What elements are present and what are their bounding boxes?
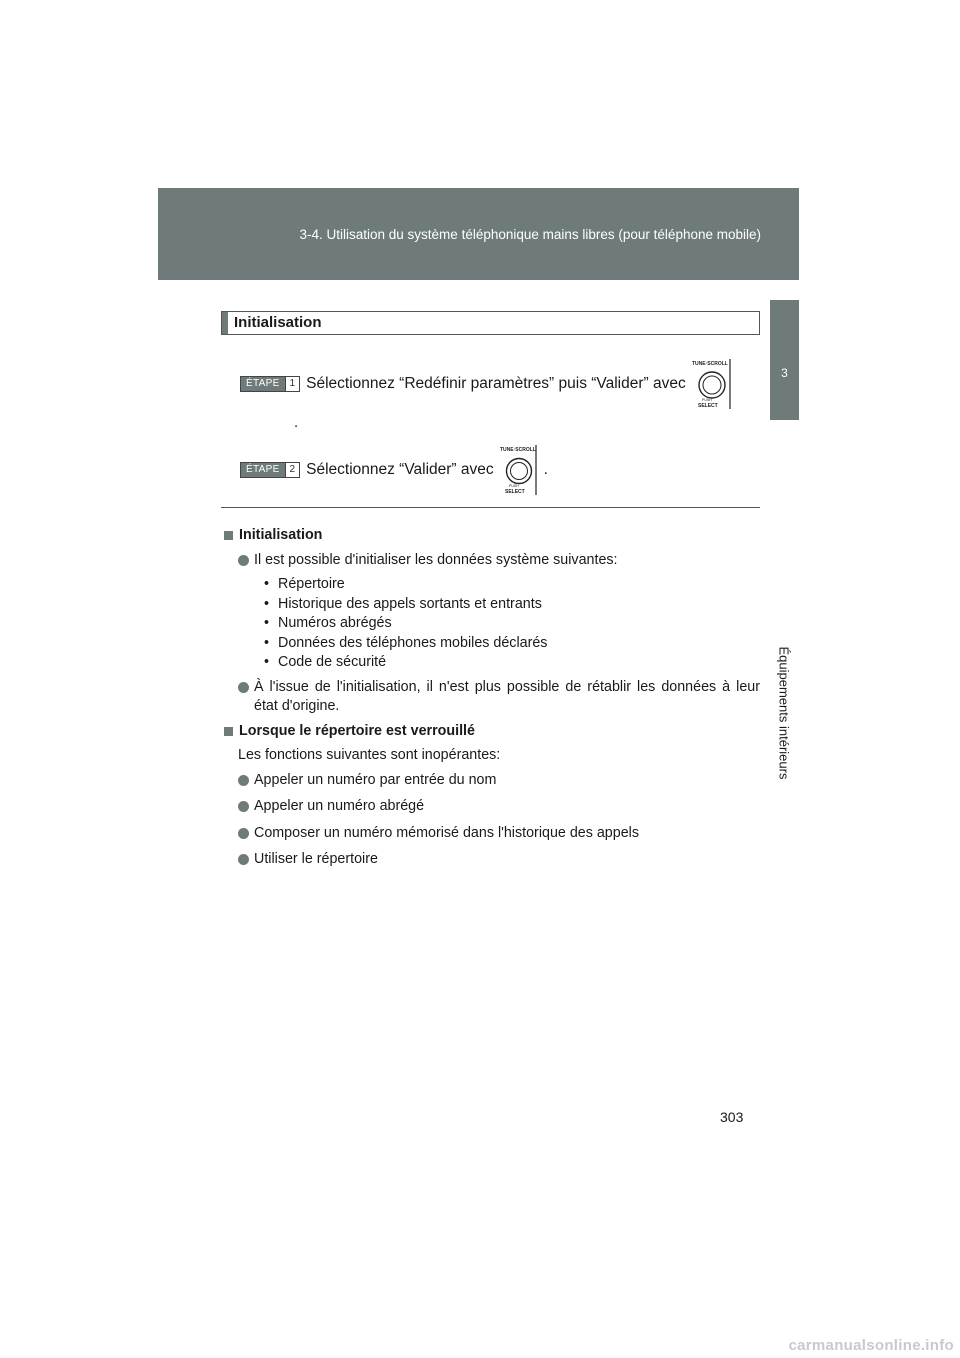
- step-2-text: Sélectionnez “Valider” avec: [306, 461, 494, 478]
- note-bullet: [238, 771, 760, 791]
- step-2-trailing-period: .: [543, 461, 548, 478]
- list-item: • Historique des appels sortants et entrants: [264, 595, 542, 612]
- step-1-text: Sélectionnez “Redéfinir paramètres” puis “Valider” avec: [306, 375, 686, 392]
- section-title: Initialisation: [234, 314, 322, 331]
- knob-small-label: PUSH: [508, 484, 519, 488]
- step-2-badge: [240, 462, 300, 478]
- list-item: • Code de sécurité: [264, 654, 387, 670]
- note-heading-text: Initialisation: [239, 527, 323, 543]
- notes-section: [224, 526, 760, 875]
- knob-bottom-label: SELECT: [504, 489, 525, 495]
- watermark: carmanualsonline.info: [788, 1337, 954, 1354]
- chapter-label: Équipements intérieurs: [776, 646, 792, 780]
- note-bullet-text: Utiliser le répertoire: [254, 851, 378, 867]
- tune-select-knob-icon: [690, 355, 738, 413]
- step-1-badge: [240, 376, 300, 392]
- note-intro-text: Les fonctions suivantes sont inopérantes:: [238, 747, 501, 763]
- note-bullet: [238, 850, 760, 870]
- init-items-list: [264, 575, 760, 673]
- section-accent-bar: [222, 312, 228, 334]
- step-1-trailing-period: .: [294, 414, 299, 431]
- note-bullet-text: Appeler un numéro abrégé: [254, 798, 425, 814]
- section-header: [221, 311, 760, 335]
- knob-top-label: TUNE·SCROLL: [499, 447, 536, 453]
- circle-bullet-icon: [238, 682, 249, 693]
- knob-bottom-label: SELECT: [697, 403, 718, 409]
- circle-bullet-icon: [238, 555, 249, 566]
- circle-bullet-icon: [238, 775, 249, 786]
- note-heading-phonebook-locked: [224, 722, 760, 742]
- square-bullet-icon: [224, 531, 233, 540]
- step-badge-label: ÉTAPE: [241, 463, 285, 477]
- note-bullet: [238, 551, 760, 571]
- chapter-number: 3: [781, 366, 788, 380]
- note-bullet: [238, 824, 760, 844]
- note-bullet-text: Il est possible d'initialiser les données système suivantes:: [254, 551, 618, 568]
- note-bullet-text: Appeler un numéro par entrée du nom: [254, 771, 497, 788]
- step-2: [240, 442, 548, 498]
- note-bullet-text: Composer un numéro mémorisé dans l'historique des appels: [254, 824, 639, 841]
- note-bullet: [238, 678, 760, 717]
- knob-small-label: PUSH: [701, 398, 712, 402]
- tune-select-knob-icon: [498, 442, 544, 498]
- square-bullet-icon: [224, 727, 233, 736]
- list-item: • Répertoire: [264, 576, 345, 592]
- list-item: • Données des téléphones mobiles déclarés: [264, 634, 548, 651]
- list-item: • Numéros abrégés: [264, 615, 392, 631]
- chapter-title: 3-4. Utilisation du système téléphonique mains libres (pour téléphone mobile): [299, 227, 761, 242]
- section-divider: [221, 507, 760, 508]
- note-bullet-text: À l'issue de l'initialisation, il n'est plus possible de rétablir les données à leur état d'origine.: [254, 678, 760, 714]
- chapter-label-tab: [772, 638, 796, 788]
- knob-top-label: TUNE·SCROLL: [691, 361, 728, 367]
- step-badge-number: 2: [285, 463, 300, 477]
- step-badge-number: 1: [285, 377, 300, 391]
- step-1: [240, 355, 738, 413]
- circle-bullet-icon: [238, 854, 249, 865]
- note-bullet: [238, 797, 760, 817]
- note-heading-text: Lorsque le répertoire est verrouillé: [239, 722, 475, 739]
- circle-bullet-icon: [238, 801, 249, 812]
- chapter-number-tab: [770, 300, 799, 420]
- step-badge-label: ÉTAPE: [241, 377, 285, 391]
- circle-bullet-icon: [238, 828, 249, 839]
- page-number: 303: [720, 1109, 744, 1125]
- note-heading-initialisation: [224, 526, 760, 546]
- header-band: [158, 188, 799, 280]
